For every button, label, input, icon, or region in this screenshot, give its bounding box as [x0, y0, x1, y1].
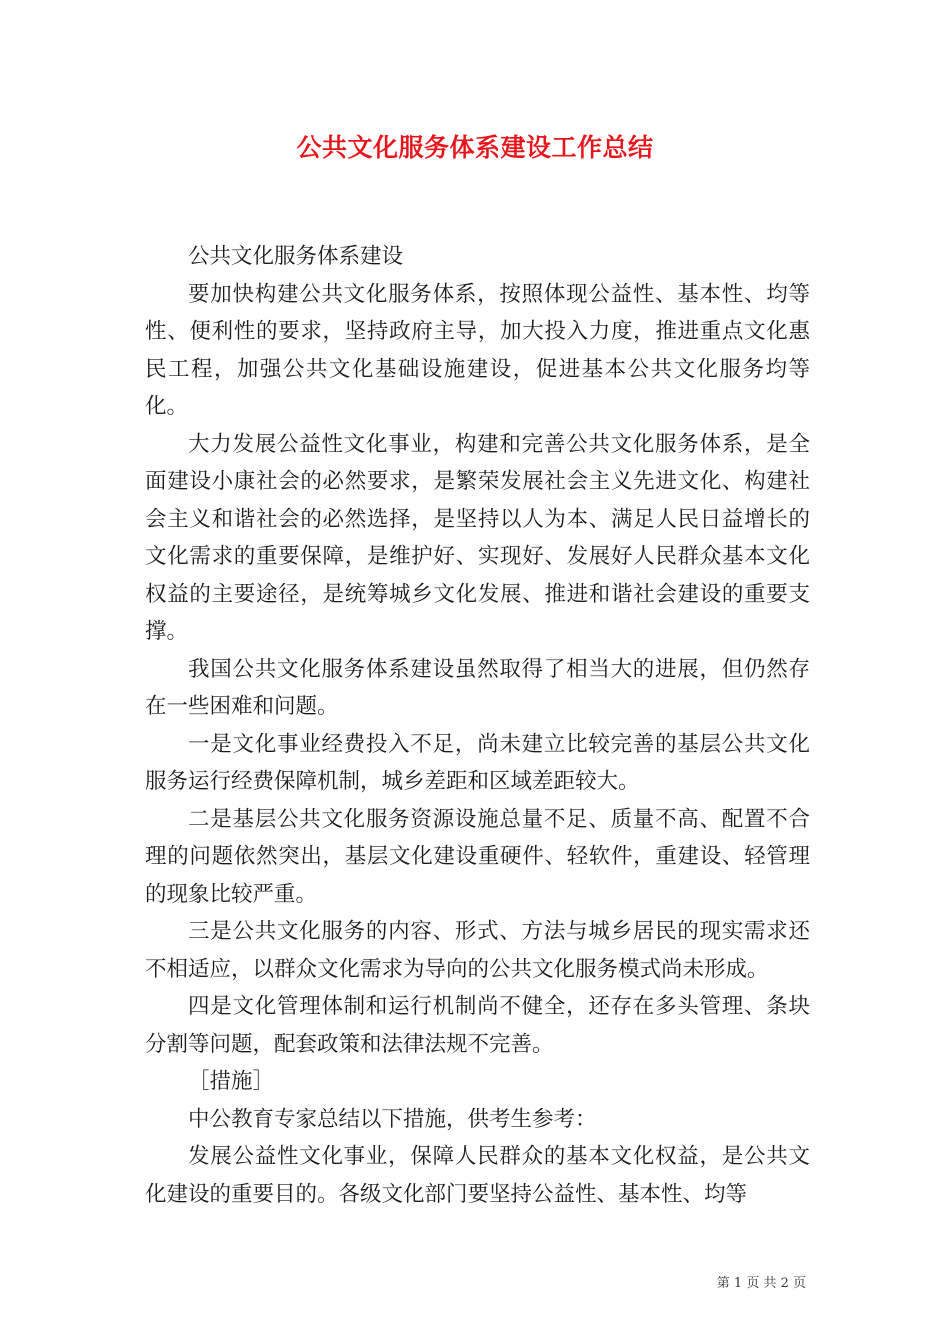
- paragraph: 要加快构建公共文化服务体系，按照体现公益性、基本性、均等性、便利性的要求，坚持政府主导，加大投入力度，推进重点文化惠民工程，加强公共文化基础设施建设，促进基本公共文化服务均等化。: [145, 281, 810, 419]
- document-body: [145, 238, 810, 1213]
- paragraph: 二是基层公共文化服务资源设施总量不足、质量不高、配置不合理的问题依然突出，基层文化建设重硬件、轻软件，重建设、轻管理的现象比较严重。: [145, 806, 810, 907]
- paragraph: 三是公共文化服务的内容、形式、方法与城乡居民的现实需求还不相适应，以群众文化需求为导向的公共文化服务模式尚未形成。: [145, 919, 810, 982]
- document-title: 公共文化服务体系建设工作总结: [296, 133, 654, 162]
- paragraph: 发展公益性文化事业，保障人民群众的基本文化权益，是公共文化建设的重要目的。各级文化部门要坚持公益性、基本性、均等: [145, 1144, 810, 1207]
- paragraph: 我国公共文化服务体系建设虽然取得了相当大的进展，但仍然存在一些困难和问题。: [145, 656, 810, 719]
- paragraph: 一是文化事业经费投入不足，尚未建立比较完善的基层公共文化服务运行经费保障机制，城乡差距和区域差距较大。: [145, 731, 810, 794]
- page-footer: 第 1 页 共 2 页: [716, 1276, 806, 1291]
- paragraph: 公共文化服务体系建设: [188, 244, 404, 269]
- paragraph: 中公教育专家总结以下措施，供考生参考：: [188, 1106, 597, 1132]
- paragraph: ［措施］: [188, 1069, 275, 1094]
- paragraph: 大力发展公益性文化事业，构建和完善公共文化服务体系，是全面建设小康社会的必然要求，是繁荣发展社会主义先进文化、构建社会主义和谐社会的必然选择，是坚持以人为本、满足人民日益增长的文化需求的重要保障，是维护好、实现好、发展好人民群众基本文化权益的主要途径，是统筹城乡文化发展、推进和谐社会建设的重要支撑。: [145, 431, 810, 644]
- paragraph: 四是文化管理体制和运行机制尚不健全，还存在多头管理、条块分割等问题，配套政策和法律法规不完善。: [145, 994, 810, 1057]
